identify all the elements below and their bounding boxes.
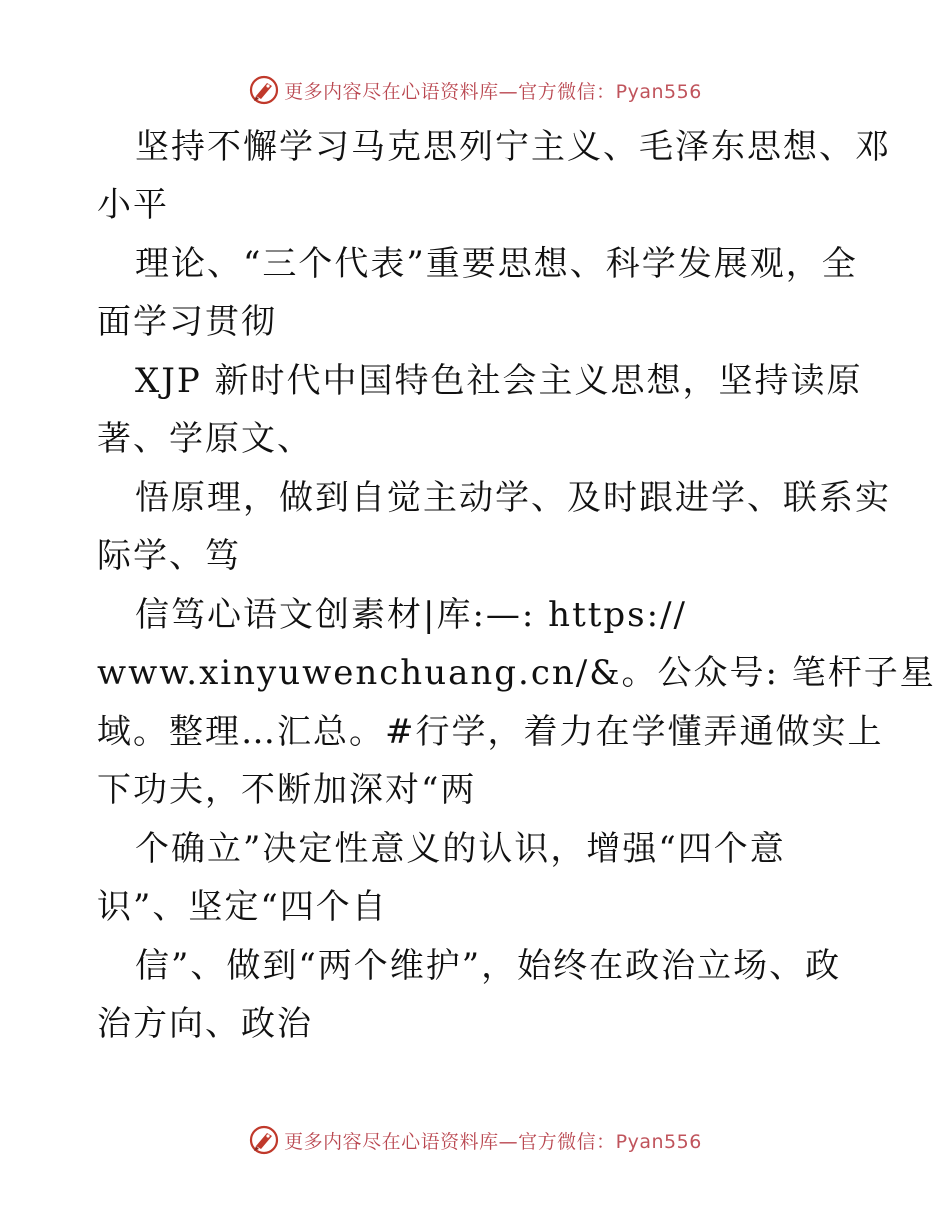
- body-line: 著、学原文、: [97, 419, 313, 459]
- body-line: 面学习贯彻: [97, 302, 277, 342]
- body-line: XJP 新时代中国特色社会主义思想，坚持读原: [135, 361, 863, 401]
- body-line: 个确立”决定性意义的认识，增强“四个意: [135, 829, 786, 869]
- pen-nib-logo-icon: [248, 1124, 280, 1156]
- body-line: www.xinyuwenchuang.cn/&。公众号: 笔杆子星: [97, 653, 936, 693]
- body-line: 小平: [97, 185, 169, 225]
- body-line: 信”、做到“两个维护”，始终在政治立场、政: [135, 946, 842, 986]
- body-line: 下功夫，不断加深对“两: [97, 770, 477, 810]
- header-banner: [0, 70, 950, 110]
- header-wechat-id: Pyan556: [615, 80, 702, 103]
- body-line: 识”、坚定“四个自: [97, 887, 388, 927]
- body-line: 坚持不懈学习马克思列宁主义、毛泽东思想、邓: [135, 127, 891, 167]
- body-line: 域。整理…汇总。#行学，着力在学懂弄通做实上: [97, 712, 884, 752]
- pen-nib-logo-icon: [248, 74, 280, 106]
- footer-banner-label: 更多内容尽在心语资料库—官方微信：Pyan556: [284, 1130, 702, 1153]
- body-line: 理论、“三个代表”重要思想、科学发展观，全: [135, 244, 858, 284]
- header-banner-label: 更多内容尽在心语资料库—官方微信：Pyan556: [284, 80, 702, 103]
- body-line: 信笃心语文创素材|库:—: https://: [135, 595, 687, 635]
- body-line: 治方向、政治: [97, 1004, 313, 1044]
- body-line: 悟原理，做到自觉主动学、及时跟进学、联系实: [135, 478, 891, 518]
- footer-wechat-id: Pyan556: [615, 1130, 702, 1153]
- footer-banner: [0, 1120, 950, 1160]
- body-line: 际学、笃: [97, 536, 241, 576]
